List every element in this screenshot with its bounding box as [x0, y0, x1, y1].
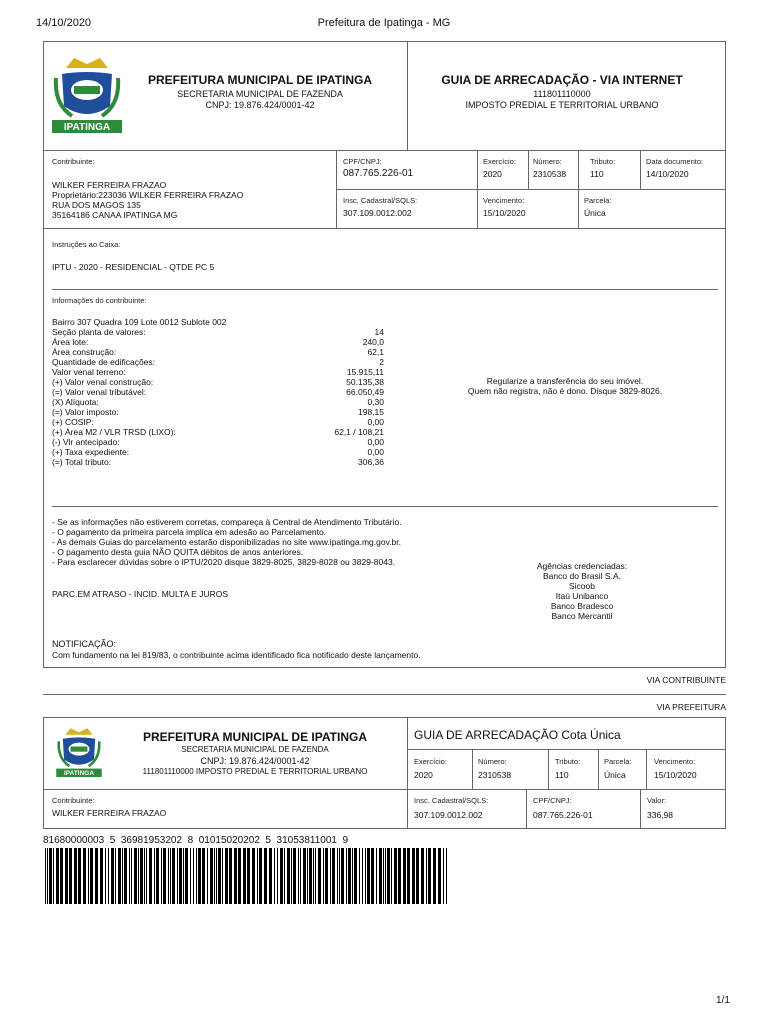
contribuinte-block: [52, 180, 243, 220]
city: 35164186 CANAA IPATINGA MG: [52, 210, 178, 220]
barcode-bar: [190, 848, 191, 904]
barcode-bar: [387, 848, 390, 904]
barcode-bar: [274, 848, 275, 904]
barcode-bar: [196, 848, 197, 904]
tributo-row-label: (+) Área M2 / VLR TRSD (LIXO):: [52, 427, 176, 437]
barcode-bar: [443, 848, 444, 904]
logo-text: IPATINGA: [63, 122, 111, 133]
barcode-bar: [252, 848, 255, 904]
exercicio-value: 2020: [483, 169, 502, 179]
guide-code: 111801110000: [533, 89, 591, 99]
barcode-bar: [168, 848, 169, 904]
barcode-bar: [243, 848, 246, 904]
tributo-row-value: 66.050,49: [346, 387, 384, 397]
barcode-bar: [379, 848, 382, 904]
tributo-row-label: (-) Vlr antecipado:: [52, 437, 120, 447]
barcode-bar: [225, 848, 228, 904]
stub-exercicio-label: Exercício:: [414, 757, 447, 766]
barcode-bar: [300, 848, 301, 904]
barcode-bar: [179, 848, 182, 904]
barcode-bar: [426, 848, 427, 904]
tributo-value: 110: [590, 169, 604, 179]
tributo-row-value: 0,00: [367, 437, 384, 447]
barcode-bar: [185, 848, 188, 904]
venc-label: Vencimento:: [483, 196, 525, 205]
barcode-bar: [140, 848, 143, 904]
barcode-bar: [298, 848, 299, 904]
cpf-value: 087.765.226-01: [343, 168, 414, 179]
barcode-bar: [172, 848, 175, 904]
tributo-row-label: Quantidade de edificações:: [52, 357, 156, 367]
parc-atraso: PARC.EM ATRASO - INCID. MULTA E JUROS: [52, 589, 229, 599]
numero-value: 2310538: [533, 169, 567, 179]
barcode-bar: [229, 848, 232, 904]
barcode-bar: [398, 848, 401, 904]
barcode-bar: [264, 848, 267, 904]
data-doc-value: 14/10/2020: [646, 169, 689, 179]
barcode-bar: [309, 848, 312, 904]
tributo-row-value: 2: [379, 357, 384, 367]
tributo-row: [52, 447, 384, 457]
tax-name: IMPOSTO PREDIAL E TERRITORIAL URBANO: [465, 100, 659, 110]
notice-line-1: Regularize a transferência do seu imóvel.: [486, 376, 644, 386]
tributo-row: [52, 327, 384, 337]
barcode-bar: [105, 848, 106, 904]
barcode-bar: [131, 848, 132, 904]
barcode-bar: [163, 848, 166, 904]
barcode-bar: [193, 848, 194, 904]
bank-name: Sicoob: [569, 581, 595, 591]
barcode-bar: [74, 848, 77, 904]
stub-venc-value: 15/10/2020: [654, 770, 697, 780]
barcode-bar: [277, 848, 278, 904]
venc-value: 15/10/2020: [483, 208, 526, 218]
barcode-bar: [122, 848, 123, 904]
tributo-row-label: Área lote:: [52, 337, 89, 347]
tributo-row-label: (=) Valor venal tributável:: [52, 387, 147, 397]
agencias-label: Agências credenciadas:: [536, 561, 628, 571]
tributo-row: [52, 337, 384, 347]
tributo-row: [52, 357, 384, 367]
note-line: - O pagamento desta guia NÃO QUITA débitos de anos anteriores.: [52, 547, 304, 557]
stub-insc-value: 307.109.0012.002: [414, 810, 483, 820]
caixa-label: Instruções ao Caixa:: [52, 240, 121, 249]
stub-ipatinga-logo: [56, 727, 102, 779]
tributo-row-label: Área construção:: [52, 347, 117, 357]
cpf-label: CPF/CNPJ:: [343, 157, 382, 166]
tributos-list: [52, 327, 384, 467]
tributo-row-value: 62,1 / 108,21: [334, 427, 384, 437]
stub-contribuinte-name: WILKER FERREIRA FRAZAO: [52, 808, 167, 818]
exercicio-label: Exercício:: [483, 157, 516, 166]
print-title: Prefeitura de Ipatinga - MG: [317, 17, 451, 29]
tributo-row-label: (+) Valor venal construção:: [52, 377, 154, 387]
numero-label: Número:: [533, 157, 562, 166]
via-prefeitura: VIA PREFEITURA: [656, 702, 726, 712]
owner: Proprietário:223036 WILKER FERREIRA FRAZAO: [52, 190, 244, 200]
street: RUA DOS MAGOS 135: [52, 200, 141, 210]
note-line: - Se as informações não estiverem corretas, compareça à Central de Atendimento Tributário.: [52, 517, 402, 527]
notificacao-title: NOTIFICAÇÃO:: [52, 639, 117, 649]
stub-tributo-label: Tributo:: [555, 757, 581, 766]
tributo-row-label: (+) COSIP:: [52, 417, 94, 427]
guide-title: GUIA DE ARRECADAÇÃO - VIA INTERNET: [441, 73, 683, 87]
stub-numero-value: 2310538: [478, 770, 512, 780]
barcode-bar: [421, 848, 424, 904]
tributo-row: [52, 347, 384, 357]
barcode-bar: [391, 848, 392, 904]
tributo-row-value: 50.135,38: [346, 377, 384, 387]
tributo-row-value: 240,0: [362, 337, 384, 347]
barcode-bar: [154, 848, 155, 904]
barcode-line: 81680000003 5 36981953202 8 01015020202 5 31053811001 9: [43, 835, 349, 846]
barcode-bar: [108, 848, 109, 904]
barcode-bar: [198, 848, 201, 904]
barcode-bar: [210, 848, 213, 904]
stub-contribuinte-label: Contribuinte:: [52, 796, 95, 805]
barcode-bar: [352, 848, 353, 904]
barcode-bar: [202, 848, 205, 904]
stub-tributo-value: 110: [555, 770, 569, 780]
barcode-bar: [111, 848, 114, 904]
barcode-bar: [354, 848, 357, 904]
barcode-bar: [315, 848, 316, 904]
barcode-bar: [238, 848, 241, 904]
barcode-bar: [337, 848, 338, 904]
info-address: Bairro 307 Quadra 109 Lote 0012 Sublote 002: [52, 317, 227, 327]
barcode-bar: [269, 848, 272, 904]
tributo-row-label: Seção planta de valores:: [52, 327, 146, 337]
barcode-bar: [234, 848, 237, 904]
note-line: - As demais Guias do parcelamento estarão disponibilizadas no site www.ipatinga.mg.gov.br.: [52, 537, 402, 547]
barcode-bar: [129, 848, 130, 904]
barcode-bar: [284, 848, 285, 904]
barcode-bar: [65, 848, 68, 904]
stub-title: GUIA DE ARRECADAÇÃO Cota Única: [414, 728, 621, 742]
barcode-bar: [438, 848, 441, 904]
barcode-bar: [49, 848, 52, 904]
stub-org: PREFEITURA MUNICIPAL DE IPATINGA: [142, 730, 367, 744]
barcode-bar: [45, 848, 46, 904]
barcode-bar: [446, 848, 447, 904]
barcode-bar: [313, 848, 314, 904]
tributo-row-label: Valor venal terreno:: [52, 367, 126, 377]
barcode-bar: [60, 848, 63, 904]
info-label: Informações do contribuinte:: [52, 296, 147, 305]
stub-valor-label: Valor:: [647, 796, 667, 805]
note-line: - Para esclarecer dúvidas sobre o IPTU/2020 disque 3829-8025, 3829-8028 ou 3829-8043.: [52, 557, 396, 567]
stub-tax: 111801110000 IMPOSTO PREDIAL E TERRITORIAL URBANO: [142, 767, 368, 776]
barcode-bar: [259, 848, 262, 904]
tributo-row-label: (X) Alíquota:: [52, 397, 99, 407]
barcode-bar: [100, 848, 103, 904]
barcode-bar: [47, 848, 48, 904]
page-number: 1/1: [716, 995, 730, 1006]
barcode-bar: [359, 848, 360, 904]
barcode-bar: [416, 848, 419, 904]
barcode-bar: [325, 848, 328, 904]
notes-list: [52, 517, 402, 567]
stub-venc-label: Vencimento:: [654, 757, 696, 766]
barcode-bar: [214, 848, 215, 904]
barcode-bar: [183, 848, 184, 904]
tributo-row: [52, 407, 384, 417]
barcode-bar: [69, 848, 72, 904]
contribuinte-name: WILKER FERREIRA FRAZAO: [52, 180, 167, 190]
barcode-bar: [348, 848, 351, 904]
barcode-bar: [428, 848, 431, 904]
barcode-bar: [216, 848, 217, 904]
barcode-bar: [412, 848, 415, 904]
barcode-bar: [149, 848, 152, 904]
barcode-bar: [257, 848, 258, 904]
barcode-bar: [88, 848, 89, 904]
barcode-bar: [247, 848, 250, 904]
barcode-bar: [330, 848, 331, 904]
barcode-bar: [177, 848, 178, 904]
tributo-row-value: 198,15: [358, 407, 384, 417]
tributo-row: [52, 427, 384, 437]
barcode-bar: [218, 848, 221, 904]
tributo-row: [52, 437, 384, 447]
stub-cpf-label: CPF/CNPJ:: [533, 796, 572, 805]
barcode-bar: [291, 848, 292, 904]
barcode-bar: [293, 848, 296, 904]
bank-name: Banco do Brasil S.A.: [543, 571, 621, 581]
notificacao-text: Com fundamento na lei 819/83, o contribuinte acima identificado fica notificado deste lançamento.: [52, 650, 421, 660]
caixa-text: IPTU - 2020 - RESIDENCIAL - QTDE PC 5: [52, 262, 215, 272]
parcela-value: Única: [584, 208, 606, 218]
tributo-row-label: (=) Total tributo:: [52, 457, 112, 467]
barcode-bar: [346, 848, 347, 904]
notice-line-2: Quem não registra, não é dono. Disque 3829-8026.: [467, 386, 663, 396]
insc-value: 307.109.0012.002: [343, 208, 412, 218]
barcode-bar: [144, 848, 145, 904]
bank-name: Itaú Unibanco: [555, 591, 609, 601]
stub-insc-label: Insc. Cadastral/SQLS:: [414, 796, 489, 805]
tributo-row: [52, 397, 384, 407]
tributo-row-value: 15.915,11: [346, 367, 384, 377]
stub-parcela-value: Única: [604, 770, 626, 780]
tributo-row-value: 0,00: [367, 447, 384, 457]
stub-cpf-value: 087.765.226-01: [533, 810, 593, 820]
tributo-row: [52, 417, 384, 427]
barcode-bar: [146, 848, 147, 904]
tributo-row-value: 0,00: [367, 417, 384, 427]
stub-parcela-label: Parcela:: [604, 757, 632, 766]
barcode-bar: [138, 848, 139, 904]
barcode-bar: [156, 848, 159, 904]
barcode-bar: [339, 848, 340, 904]
cnpj: CNPJ: 19.876.424/0001-42: [205, 100, 315, 110]
data-doc-label: Data documento:: [646, 157, 704, 166]
stub-cnpj: CNPJ: 19.876.424/0001-42: [200, 756, 310, 766]
barcode-bar: [383, 848, 384, 904]
tributo-row-value: 0,30: [367, 397, 384, 407]
ipatinga-logo: [52, 56, 122, 136]
barcode-bar: [365, 848, 366, 904]
barcode-bar: [56, 848, 59, 904]
barcode-bar: [115, 848, 116, 904]
tributo-row-label: (+) Taxa expediente:: [52, 447, 130, 457]
barcode-bar: [332, 848, 335, 904]
barcode-bar: [341, 848, 344, 904]
stub-exercicio-value: 2020: [414, 770, 433, 780]
barcode-bar: [161, 848, 162, 904]
contribuinte-label: Contribuinte:: [52, 157, 95, 166]
tributo-row: [52, 457, 384, 467]
insc-label: Insc. Cadastral/SQLS:: [343, 196, 418, 205]
stub-dept: SECRETARIA MUNICIPAL DE FAZENDA: [181, 745, 329, 754]
barcode-bar: [303, 848, 306, 904]
barcode-bar: [207, 848, 208, 904]
barcode-bar: [83, 848, 86, 904]
tributo-row-label: (=) Valor imposto:: [52, 407, 119, 417]
barcode-bar: [307, 848, 308, 904]
bank-name: Banco Mercantil: [551, 611, 613, 621]
barcode-bar: [118, 848, 121, 904]
via-contribuinte: VIA CONTRIBUINTE: [646, 675, 726, 685]
tributo-row: [52, 367, 384, 377]
bank-name: Banco Bradesco: [550, 601, 614, 611]
barcode-bar: [367, 848, 370, 904]
agencias-list: [482, 561, 682, 621]
barcode-bar: [124, 848, 127, 904]
tributo-row-value: 14: [374, 327, 384, 337]
barcode-bar: [287, 848, 290, 904]
barcode-bar: [280, 848, 283, 904]
barcode-bar: [371, 848, 374, 904]
parcela-label: Parcela:: [584, 196, 612, 205]
barcode-bar: [222, 848, 223, 904]
barcode-bar: [403, 848, 406, 904]
barcode-bar: [394, 848, 397, 904]
barcode-bar: [385, 848, 386, 904]
tributo-row: [52, 387, 384, 397]
tributo-row: [52, 377, 384, 387]
note-line: - O pagamento da primeira parcela implica em adesão ao Parcelamento.: [52, 527, 327, 537]
barcode-bar: [134, 848, 137, 904]
org-name: PREFEITURA MUNICIPAL DE IPATINGA: [147, 73, 372, 87]
tributo-row-value: 62,1: [367, 347, 384, 357]
barcode-bar: [407, 848, 410, 904]
barcode-bar: [362, 848, 363, 904]
stub-valor-value: 336,98: [647, 810, 673, 820]
barcode: [43, 848, 451, 906]
stub-logo-text: IPATINGA: [63, 770, 95, 777]
barcode-bar: [376, 848, 377, 904]
barcode-bar: [78, 848, 81, 904]
barcode-bar: [53, 848, 54, 904]
barcode-bar: [90, 848, 93, 904]
barcode-bar: [170, 848, 171, 904]
print-date: 14/10/2020: [36, 17, 92, 29]
stub-numero-label: Número:: [478, 757, 507, 766]
barcode-bar: [95, 848, 98, 904]
barcode-bar: [433, 848, 436, 904]
tributo-label: Tributo:: [590, 157, 616, 166]
dept-name: SECRETARIA MUNICIPAL DE FAZENDA: [177, 89, 343, 99]
barcode-bar: [323, 848, 324, 904]
tributo-row-value: 306,36: [358, 457, 384, 467]
barcode-bar: [318, 848, 321, 904]
